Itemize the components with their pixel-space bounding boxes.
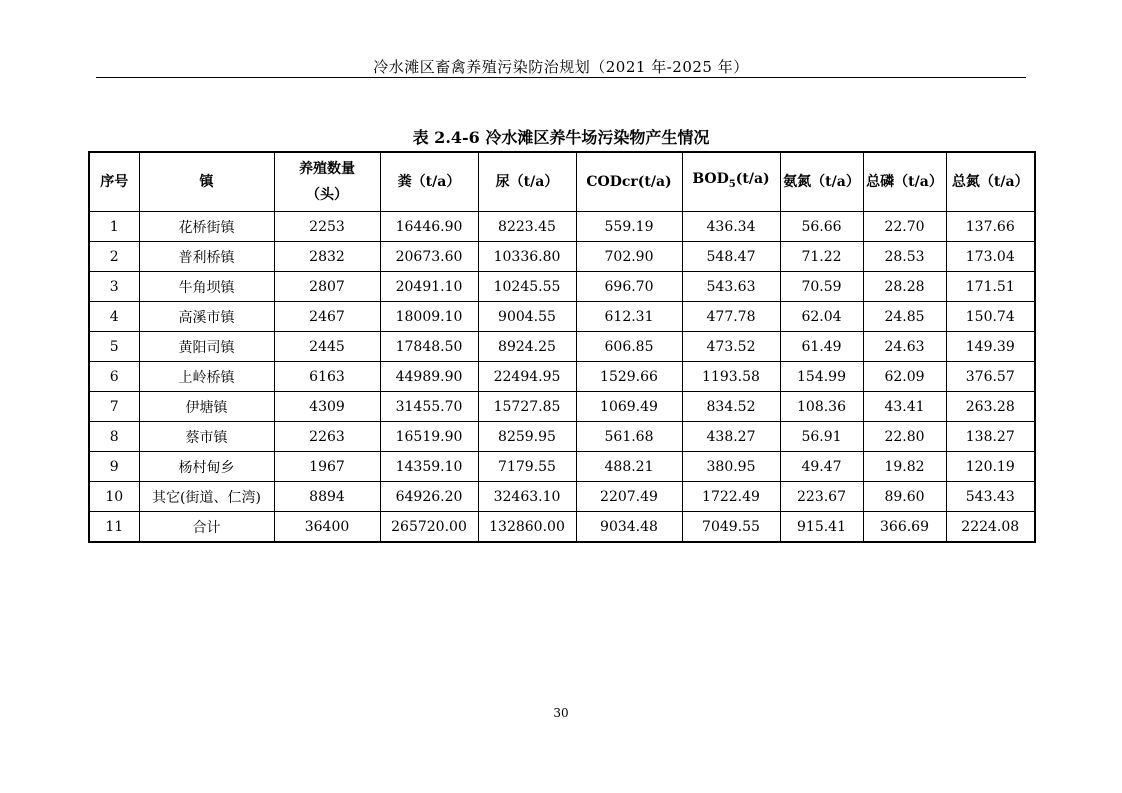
table-row [89,272,1035,302]
cell-nitrogen: 171.51 [946,272,1035,302]
cell-phosphorus: 24.63 [863,332,946,362]
table-title: 表 2.4-6 冷水滩区养牛场污染物产生情况 [412,128,710,147]
col-header-town: 镇 [139,152,274,212]
table-header-row [89,152,1035,212]
cell-nitrogen: 543.43 [946,482,1035,512]
cell-bod5: 438.27 [682,422,780,452]
cell-codcr: 488.21 [576,452,682,482]
cell-codcr: 702.90 [576,242,682,272]
cell-town: 牛角坝镇 [139,272,274,302]
cell-urine: 8924.25 [478,332,576,362]
cell-codcr: 561.68 [576,422,682,452]
cell-manure: 64926.20 [380,482,478,512]
cell-bod5: 473.52 [682,332,780,362]
page-number: 30 [553,706,569,720]
cell-nitrogen: 150.74 [946,302,1035,332]
cell-manure: 20673.60 [380,242,478,272]
cell-nitrogen: 263.28 [946,392,1035,422]
cell-nitrogen: 376.57 [946,362,1035,392]
cell-ammonia: 49.47 [780,452,863,482]
cell-town: 其它(街道、仁湾) [139,482,274,512]
cell-head-count: 6163 [274,362,380,392]
cell-codcr: 2207.49 [576,482,682,512]
col-header-head-count-line2: （头） [306,187,348,203]
cell-index: 1 [89,212,139,242]
cell-head-count: 2263 [274,422,380,452]
cell-phosphorus: 43.41 [863,392,946,422]
cell-bod5: 380.95 [682,452,780,482]
cell-nitrogen: 173.04 [946,242,1035,272]
cell-manure: 44989.90 [380,362,478,392]
cell-town: 花桥街镇 [139,212,274,242]
cell-bod5: 436.34 [682,212,780,242]
table-row [89,362,1035,392]
cell-ammonia: 70.59 [780,272,863,302]
cell-urine: 9004.55 [478,302,576,332]
pollution-table [88,151,1036,543]
cell-urine: 8259.95 [478,422,576,452]
table-row [89,422,1035,452]
cell-ammonia: 71.22 [780,242,863,272]
cell-codcr: 696.70 [576,272,682,302]
cell-bod5: 7049.55 [682,512,780,543]
cell-ammonia: 223.67 [780,482,863,512]
cell-town: 高溪市镇 [139,302,274,332]
cell-phosphorus: 89.60 [863,482,946,512]
cell-index: 4 [89,302,139,332]
cell-urine: 32463.10 [478,482,576,512]
cell-head-count: 1967 [274,452,380,482]
header-rule [96,77,1026,78]
table-body [89,212,1035,543]
cell-urine: 10336.80 [478,242,576,272]
cell-codcr: 9034.48 [576,512,682,543]
cell-urine: 22494.95 [478,362,576,392]
cell-nitrogen: 120.19 [946,452,1035,482]
cell-ammonia: 915.41 [780,512,863,543]
cell-manure: 265720.00 [380,512,478,543]
cell-nitrogen: 137.66 [946,212,1035,242]
cell-phosphorus: 28.53 [863,242,946,272]
cell-ammonia: 154.99 [780,362,863,392]
table-row [89,512,1035,543]
running-header: 冷水滩区畜禽养殖污染防治规划（2021 年-2025 年） [373,58,749,76]
cell-urine: 10245.55 [478,272,576,302]
cell-urine: 7179.55 [478,452,576,482]
table-row [89,242,1035,272]
col-header-head-count-line1: 养殖数量 [299,161,355,177]
cell-codcr: 559.19 [576,212,682,242]
cell-phosphorus: 22.70 [863,212,946,242]
cell-codcr: 1069.49 [576,392,682,422]
cell-bod5: 834.52 [682,392,780,422]
cell-phosphorus: 28.28 [863,272,946,302]
cell-index: 11 [89,512,139,543]
cell-ammonia: 56.66 [780,212,863,242]
cell-index: 3 [89,272,139,302]
cell-urine: 8223.45 [478,212,576,242]
cell-nitrogen: 2224.08 [946,512,1035,543]
cell-manure: 31455.70 [380,392,478,422]
col-header-bod5-suffix: (t/a) [735,171,770,188]
col-header-index: 序号 [89,152,139,212]
cell-head-count: 2467 [274,302,380,332]
cell-town: 伊塘镇 [139,392,274,422]
col-header-bod5 [682,152,780,212]
table-row [89,482,1035,512]
cell-manure: 16446.90 [380,212,478,242]
col-header-nitrogen: 总氮（t/a） [946,152,1035,212]
cell-ammonia: 61.49 [780,332,863,362]
cell-phosphorus: 19.82 [863,452,946,482]
col-header-phosphorus: 总磷（t/a） [863,152,946,212]
cell-head-count: 2253 [274,212,380,242]
col-header-urine: 尿（t/a） [478,152,576,212]
cell-head-count: 8894 [274,482,380,512]
col-header-ammonia: 氨氮（t/a） [780,152,863,212]
table-row [89,332,1035,362]
cell-manure: 18009.10 [380,302,478,332]
table-row [89,452,1035,482]
cell-index: 10 [89,482,139,512]
cell-urine: 132860.00 [478,512,576,543]
cell-manure: 14359.10 [380,452,478,482]
cell-head-count: 36400 [274,512,380,543]
cell-bod5: 477.78 [682,302,780,332]
cell-codcr: 612.31 [576,302,682,332]
cell-ammonia: 108.36 [780,392,863,422]
cell-head-count: 2832 [274,242,380,272]
cell-index: 2 [89,242,139,272]
cell-town: 合计 [139,512,274,543]
cell-urine: 15727.85 [478,392,576,422]
col-header-bod5-sub: 5 [728,178,736,190]
table-row [89,392,1035,422]
cell-bod5: 548.47 [682,242,780,272]
cell-manure: 16519.90 [380,422,478,452]
col-header-codcr: CODcr(t/a) [576,152,682,212]
cell-manure: 20491.10 [380,272,478,302]
cell-index: 7 [89,392,139,422]
cell-head-count: 2807 [274,272,380,302]
cell-phosphorus: 24.85 [863,302,946,332]
cell-bod5: 543.63 [682,272,780,302]
cell-manure: 17848.50 [380,332,478,362]
cell-town: 黄阳司镇 [139,332,274,362]
cell-bod5: 1722.49 [682,482,780,512]
cell-index: 8 [89,422,139,452]
cell-bod5: 1193.58 [682,362,780,392]
cell-town: 普利桥镇 [139,242,274,272]
cell-head-count: 4309 [274,392,380,422]
cell-nitrogen: 149.39 [946,332,1035,362]
cell-nitrogen: 138.27 [946,422,1035,452]
cell-head-count: 2445 [274,332,380,362]
cell-index: 9 [89,452,139,482]
cell-codcr: 606.85 [576,332,682,362]
table-row [89,212,1035,242]
cell-phosphorus: 62.09 [863,362,946,392]
cell-phosphorus: 22.80 [863,422,946,452]
col-header-bod5-label: BOD [692,171,729,188]
col-header-head-count [274,152,380,212]
cell-ammonia: 62.04 [780,302,863,332]
cell-ammonia: 56.91 [780,422,863,452]
cell-codcr: 1529.66 [576,362,682,392]
col-header-manure: 粪（t/a） [380,152,478,212]
cell-phosphorus: 366.69 [863,512,946,543]
cell-town: 杨村甸乡 [139,452,274,482]
cell-town: 上岭桥镇 [139,362,274,392]
cell-town: 蔡市镇 [139,422,274,452]
cell-index: 5 [89,332,139,362]
cell-index: 6 [89,362,139,392]
table-row [89,302,1035,332]
